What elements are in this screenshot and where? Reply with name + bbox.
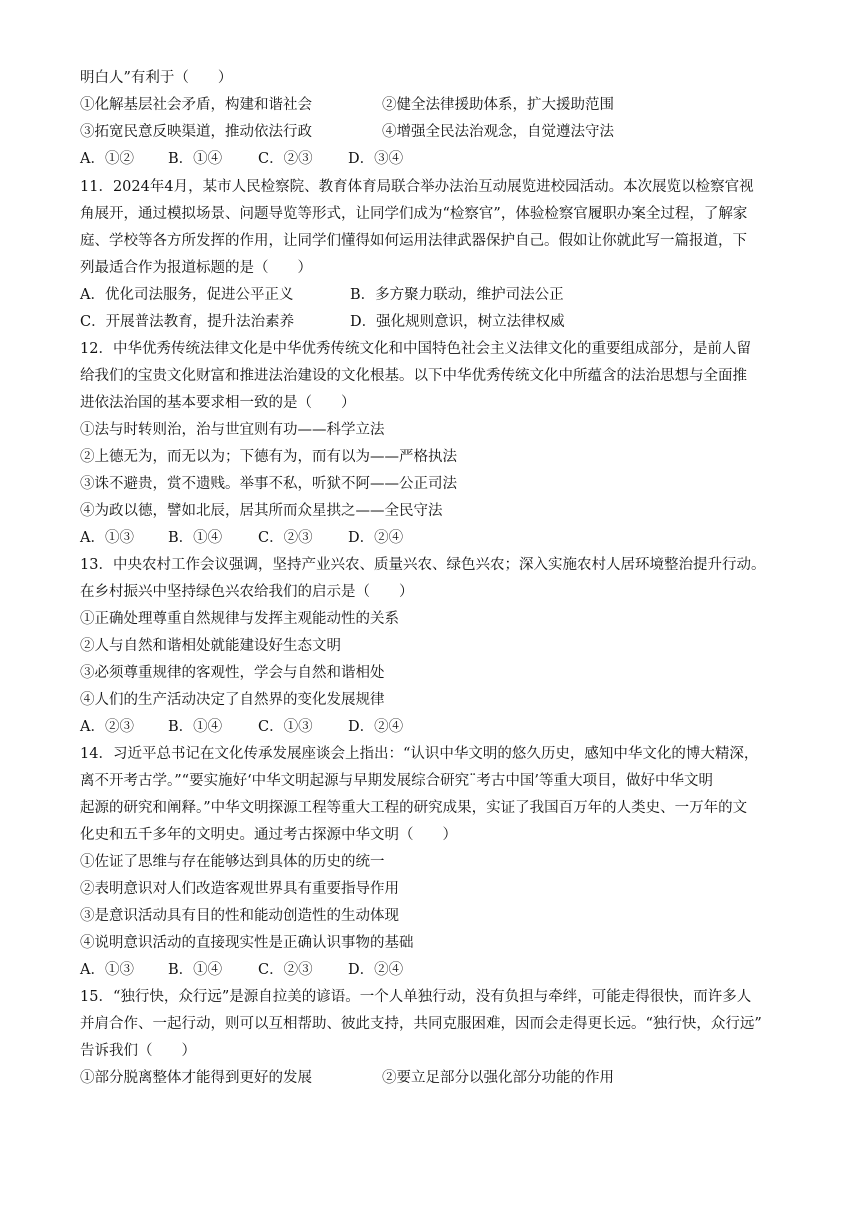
q13-choice-4: ④人们的生产活动决定了自然界的变化发展规律 bbox=[80, 692, 385, 708]
q13-choice-1: ①正确处理尊重自然规律与发挥主观能动性的关系 bbox=[80, 611, 399, 627]
q10-answer-a: A．①② bbox=[80, 151, 134, 167]
q10-choice-2: ②健全法律援助体系，扩大援助范围 bbox=[382, 97, 614, 113]
q11-stem: 角展开，通过模拟场景、问题导览等形式，让同学们成为“检察官”，体验检察官履职办案全过程，了解家 bbox=[80, 206, 748, 222]
q14-choice-3: ③是意识活动具有目的性和能动创造性的生动体现 bbox=[80, 908, 399, 924]
q14-answer-b: B．①④ bbox=[168, 962, 223, 978]
q10-choice-1: ①化解基层社会矛盾，构建和谐社会 bbox=[80, 97, 312, 113]
q12-answer-c: C．②③ bbox=[258, 530, 313, 546]
q11-stem: 庭、学校等各方所发挥的作用，让同学们懂得如何运用法律武器保护自己。假如让你就此写一篇报道，下 bbox=[80, 233, 747, 249]
q11-stem: 11．2024年4月，某市人民检察院、教育体育局联合举办法治互动展览进校园活动。本次展览以检察官视 bbox=[80, 179, 754, 195]
q12-choice-2: ②上德无为，而无以为；下德有为，而有以为——严格执法 bbox=[80, 449, 457, 465]
q14-stem: 起源的研究和阐释。”中华文明探源工程等重大工程的研究成果，实证了我国百万年的人类史、一万年的文 bbox=[80, 800, 748, 816]
q12-stem: 进依法治国的基本要求相一致的是（ ） bbox=[80, 395, 356, 411]
q14-choice-1: ①佐证了思维与存在能够达到具体的历史的统一 bbox=[80, 854, 385, 870]
q14-answer-d: D．②④ bbox=[348, 962, 404, 978]
q10-answer-d: D．③④ bbox=[348, 151, 404, 167]
q12-stem: 12．中华优秀传统法律文化是中华优秀传统文化和中国特色社会主义法律文化的重要组成部分，是前人留 bbox=[80, 341, 751, 357]
q14-answer-a: A．①③ bbox=[80, 962, 134, 978]
q11-stem: 列最适合作为报道标题的是（ ） bbox=[80, 260, 312, 276]
q15-stem: 并肩合作、一起行动，则可以互相帮助、彼此支持，共同克服困难，因而会走得更长远。“独行快，众行远” bbox=[80, 1016, 762, 1032]
q13-choice-3: ③必须尊重规律的客观性，学会与自然和谐相处 bbox=[80, 665, 385, 681]
q13-answer-b: B．①④ bbox=[168, 719, 223, 735]
q14-stem: 化史和五千多年的文明史。通过考古探源中华文明（ ） bbox=[80, 827, 457, 843]
q10-choice-4: ④增强全民法治观念，自觉遵法守法 bbox=[382, 124, 614, 140]
q14-answer-c: C．②③ bbox=[258, 962, 313, 978]
q13-answer-a: A．②③ bbox=[80, 719, 134, 735]
q14-choice-2: ②表明意识对人们改造客观世界具有重要指导作用 bbox=[80, 881, 399, 897]
q13-choice-2: ②人与自然和谐相处就能建设好生态文明 bbox=[80, 638, 341, 654]
q10-choice-3: ③拓宽民意反映渠道，推动依法行政 bbox=[80, 124, 312, 140]
q15-choice-1: ①部分脱离整体才能得到更好的发展 bbox=[80, 1070, 312, 1086]
q12-stem: 给我们的宝贵文化财富和推进法治建设的文化根基。以下中华优秀传统文化中所蕴含的法治思想与全面推 bbox=[80, 368, 747, 384]
q11-answer-d: D．强化规则意识，树立法律权威 bbox=[350, 314, 565, 330]
q12-answer-b: B．①④ bbox=[168, 530, 223, 546]
q14-stem: 离不开考古学。”“要实施好‘中华文明起源与早期发展综合研究¨考古中国’等重大项目，做好中华文明 bbox=[80, 773, 714, 789]
q10-answer-c: C．②③ bbox=[258, 151, 313, 167]
q11-answer-b: B．多方聚力联动，维护司法公正 bbox=[350, 287, 564, 303]
q12-answer-d: D．②④ bbox=[348, 530, 404, 546]
q14-choice-4: ④说明意识活动的直接现实性是正确认识事物的基础 bbox=[80, 935, 414, 951]
q12-choice-4: ④为政以德，譬如北辰，居其所而众星拱之——全民守法 bbox=[80, 503, 443, 519]
q10-answer-b: B．①④ bbox=[168, 151, 223, 167]
q15-choice-2: ②要立足部分以强化部分功能的作用 bbox=[382, 1070, 614, 1086]
q15-stem: 15．“独行快，众行远”是源自拉美的谚语。一个人单独行动，没有负担与牵绊，可能走得很快，而许多人 bbox=[80, 989, 752, 1005]
q11-answer-a: A．优化司法服务，促进公平正义 bbox=[80, 287, 294, 303]
q11-answer-c: C．开展普法教育，提升法治素养 bbox=[80, 314, 295, 330]
q12-answer-a: A．①③ bbox=[80, 530, 134, 546]
q15-stem: 告诉我们（ ） bbox=[80, 1043, 196, 1059]
q12-choice-3: ③诛不避贵，赏不遗贱。举事不私，听狱不阿——公正司法 bbox=[80, 476, 457, 492]
q13-stem: 在乡村振兴中坚持绿色兴农给我们的启示是（ ） bbox=[80, 584, 414, 600]
q14-stem: 14．习近平总书记在文化传承发展座谈会上指出：“认识中华文明的悠久历史，感知中华文化的博大精深， bbox=[80, 746, 759, 762]
q12-choice-1: ①法与时转则治，治与世宜则有功——科学立法 bbox=[80, 422, 385, 438]
q13-answer-d: D．②④ bbox=[348, 719, 404, 735]
q10-stem-tail: 明白人”有利于（ ） bbox=[80, 70, 233, 86]
q13-answer-c: C．①③ bbox=[258, 719, 313, 735]
q13-stem: 13．中央农村工作会议强调，坚持产业兴农、质量兴农、绿色兴农；深入实施农村人居环境整治提升行动。 bbox=[80, 557, 766, 573]
